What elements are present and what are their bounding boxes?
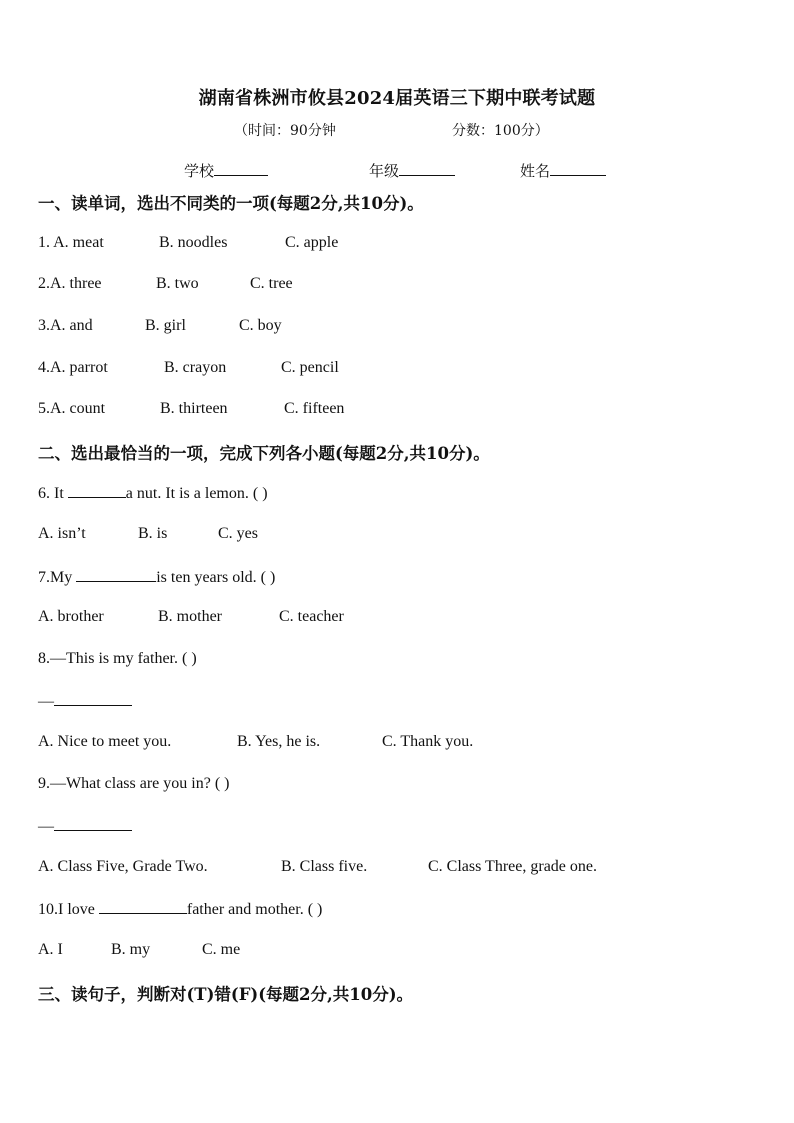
page-title: 湖南省株洲市攸县2024届英语三下期中联考试题 <box>198 88 596 109</box>
school-blank[interactable] <box>214 161 268 176</box>
q9-stem: 9.—What class are you in? ( ) <box>38 775 230 792</box>
q10-blank[interactable] <box>99 899 187 914</box>
name-blank[interactable] <box>550 161 606 176</box>
q6-blank[interactable] <box>68 483 126 498</box>
q7-option-a: A. brother <box>38 608 104 625</box>
q9-option-a: A. Class Five, Grade Two. <box>38 858 208 875</box>
q7-option-b: B. mother <box>158 608 222 625</box>
section-2-heading: 二、选出最恰当的一项，完成下列各小题(每题2分,共10分)。 <box>38 444 490 463</box>
q7-option-c: C. teacher <box>279 608 344 625</box>
grade-label: 年级 <box>369 162 400 180</box>
q2-option-a: 2.A. three <box>38 275 102 292</box>
q8-option-b: B. Yes, he is. <box>237 733 321 750</box>
q5-option-a: 5.A. count <box>38 400 106 417</box>
exam-time: （时间：90分钟 <box>234 123 336 139</box>
q9-option-b: B. Class five. <box>281 858 368 875</box>
q10-option-b: B. my <box>111 941 151 958</box>
q4-option-b: B. crayon <box>164 359 227 376</box>
q6-stem <box>38 483 268 503</box>
q5-option-b: B. thirteen <box>160 400 228 417</box>
q7-blank[interactable] <box>76 567 156 582</box>
q8-blank[interactable] <box>54 691 132 706</box>
q10-option-a: A. I <box>38 941 63 958</box>
exam-score: 分数：100分） <box>452 123 549 139</box>
q1-option-c: C. apple <box>285 234 339 251</box>
q8-option-a: A. Nice to meet you. <box>38 733 172 750</box>
q7-stem-start: 7.My <box>38 569 77 586</box>
q8-answer-line <box>38 691 132 711</box>
q3-option-a: 3.A. and <box>38 317 93 334</box>
q2-option-c: C. tree <box>250 275 293 292</box>
q6-option-c: C. yes <box>218 525 258 542</box>
q9-option-c: C. Class Three, grade one. <box>428 858 597 875</box>
school-field[interactable] <box>184 160 268 181</box>
q8-stem: 8.—This is my father. ( ) <box>38 650 197 667</box>
q10-stem-start: 10.I love <box>38 901 99 918</box>
q9-dash: — <box>38 818 54 835</box>
q6-stem-end: a nut. It is a lemon. ( ) <box>125 485 268 502</box>
section-1-heading: 一、读单词，选出不同类的一项(每题2分,共10分)。 <box>38 194 424 213</box>
q9-answer-line <box>38 816 132 836</box>
q10-stem-end: father and mother. ( ) <box>186 901 323 918</box>
school-label: 学校 <box>184 162 215 180</box>
q2-option-b: B. two <box>156 275 199 292</box>
q6-option-a: A. isn’t <box>38 525 86 542</box>
q6-stem-start: 6. It <box>38 485 68 502</box>
q10-option-c: C. me <box>202 941 241 958</box>
q7-stem <box>38 567 275 587</box>
q9-blank[interactable] <box>54 816 132 831</box>
q8-option-c: C. Thank you. <box>382 733 474 750</box>
name-label: 姓名 <box>520 162 551 180</box>
q1-option-a: 1. A. meat <box>38 234 104 251</box>
q8-dash: — <box>38 693 54 710</box>
q4-option-c: C. pencil <box>281 359 339 376</box>
q1-option-b: B. noodles <box>159 234 228 251</box>
q3-option-c: C. boy <box>239 317 282 334</box>
q4-option-a: 4.A. parrot <box>38 359 108 376</box>
grade-field[interactable] <box>369 160 455 181</box>
q10-stem <box>38 899 322 919</box>
q3-option-b: B. girl <box>145 317 186 334</box>
grade-blank[interactable] <box>399 161 455 176</box>
q5-option-c: C. fifteen <box>284 400 345 417</box>
q7-stem-end: is ten years old. ( ) <box>156 569 276 586</box>
section-3-heading: 三、读句子，判断对(T)错(F)(每题2分,共10分)。 <box>38 985 414 1004</box>
name-field[interactable] <box>520 160 606 181</box>
q6-option-b: B. is <box>138 525 168 542</box>
